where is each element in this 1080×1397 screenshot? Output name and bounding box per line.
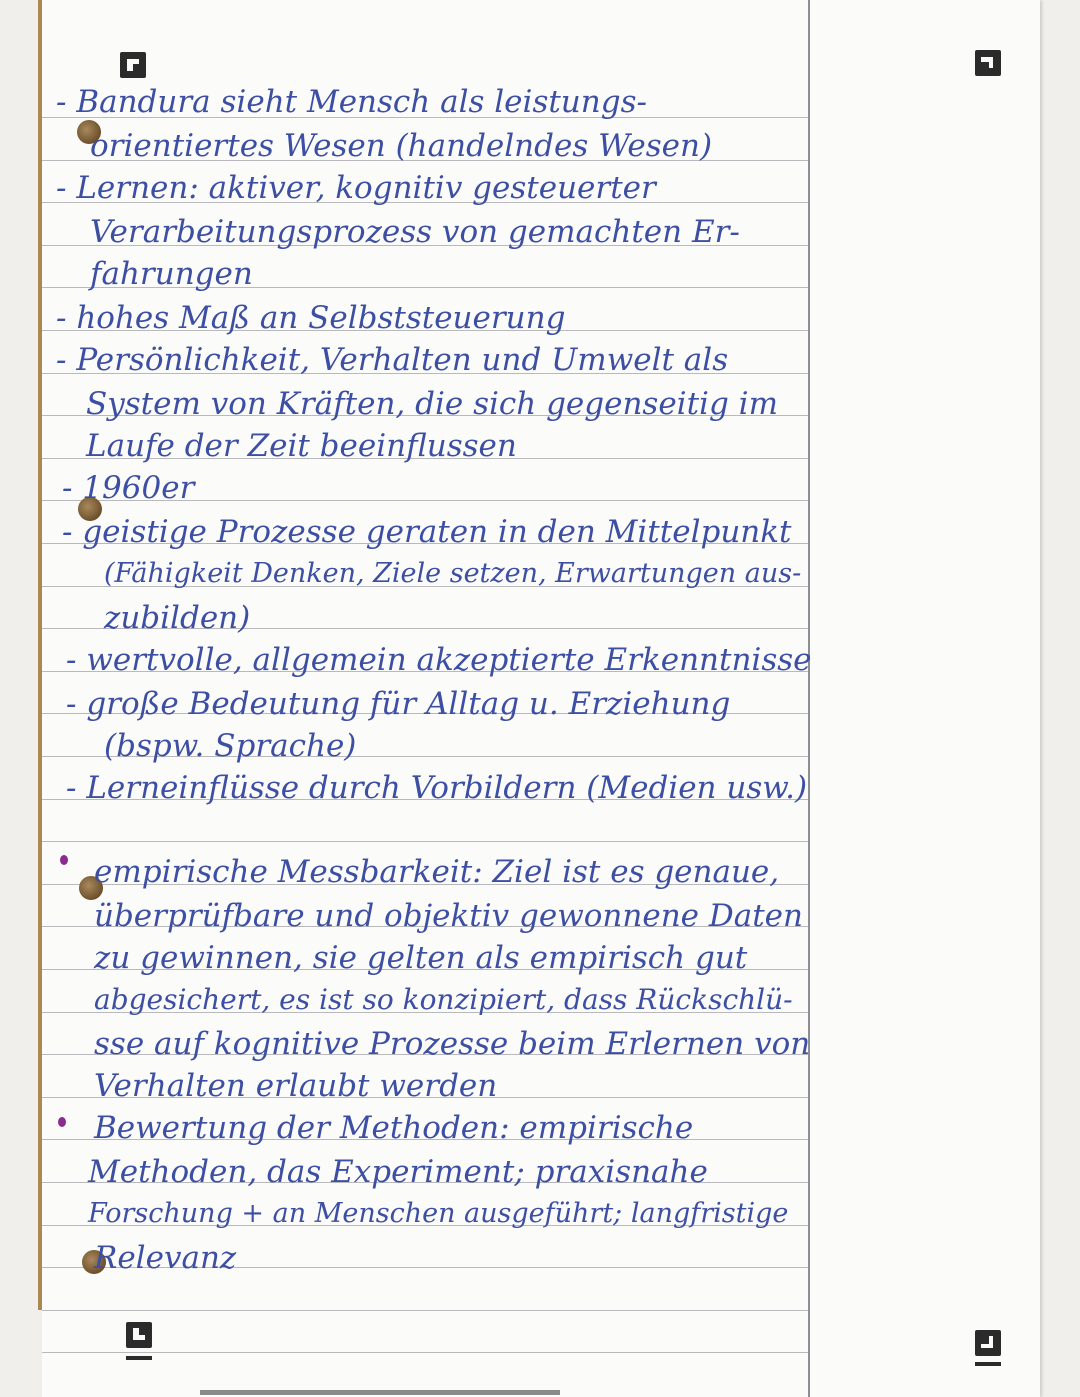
corner-marker-top-left-icon bbox=[120, 52, 146, 78]
note-line: zu gewinnen, sie gelten als empirisch gut bbox=[94, 940, 748, 976]
note-line: Forschung + an Menschen ausgeführt; langfristige bbox=[88, 1198, 789, 1229]
note-line: - Lernen: aktiver, kognitiv gesteuerter bbox=[56, 170, 656, 206]
ruled-line bbox=[42, 1310, 808, 1311]
note-line: fahrungen bbox=[90, 256, 253, 292]
ruled-line bbox=[42, 841, 808, 842]
note-line: zubilden) bbox=[104, 600, 251, 636]
corner-marker-top-right-icon bbox=[975, 50, 1001, 76]
note-line: Verhalten erlaubt werden bbox=[94, 1068, 498, 1104]
note-line: empirische Messbarkeit: Ziel ist es genaue, bbox=[94, 854, 780, 890]
note-line: - wertvolle, allgemein akzeptierte Erkenntnisse bbox=[66, 642, 812, 678]
note-line: Laufe der Zeit beeinflussen bbox=[86, 428, 517, 464]
corner-marker-bottom-right-icon bbox=[975, 1330, 1001, 1356]
note-line: - 1960er bbox=[62, 470, 195, 506]
marker-underline bbox=[126, 1356, 152, 1360]
note-line: orientiertes Wesen (handelndes Wesen) bbox=[90, 128, 713, 164]
note-line: - hohes Maß an Selbststeuerung bbox=[56, 300, 566, 336]
note-line: sse auf kognitive Prozesse beim Erlernen von bbox=[94, 1026, 811, 1062]
note-line: Verarbeitungsprozess von gemachten Er- bbox=[90, 214, 740, 250]
note-line: - Persönlichkeit, Verhalten und Umwelt als bbox=[56, 342, 729, 378]
notebook-page bbox=[42, 0, 1040, 1397]
note-line: (Fähigkeit Denken, Ziele setzen, Erwartungen aus- bbox=[104, 558, 802, 589]
note-line: überprüfbare und objektiv gewonnene Daten bbox=[94, 898, 803, 934]
marker-underline bbox=[975, 1362, 1001, 1366]
bullet-dot bbox=[58, 1117, 66, 1127]
note-line: System von Kräften, die sich gegenseitig im bbox=[86, 386, 778, 422]
note-line: - Lerneinflüsse durch Vorbildern (Medien usw.) bbox=[66, 770, 808, 806]
corner-marker-bottom-left-icon bbox=[126, 1322, 152, 1348]
note-line: Methoden, das Experiment; praxisnahe bbox=[88, 1154, 708, 1190]
note-line: - geistige Prozesse geraten in den Mittelpunkt bbox=[62, 514, 792, 550]
ruled-line bbox=[42, 1352, 808, 1353]
bullet-dot bbox=[60, 855, 68, 865]
note-line: - Bandura sieht Mensch als leistungs- bbox=[56, 84, 647, 120]
note-line: (bspw. Sprache) bbox=[104, 728, 357, 764]
note-line: Relevanz bbox=[94, 1240, 237, 1276]
margin-line bbox=[808, 0, 810, 1397]
note-line: abgesichert, es ist so konzipiert, dass Rückschlü- bbox=[94, 983, 793, 1016]
note-line: - große Bedeutung für Alltag u. Erziehung bbox=[66, 686, 731, 722]
page-bottom-edge bbox=[200, 1390, 560, 1395]
note-line: Bewertung der Methoden: empirische bbox=[94, 1110, 694, 1146]
